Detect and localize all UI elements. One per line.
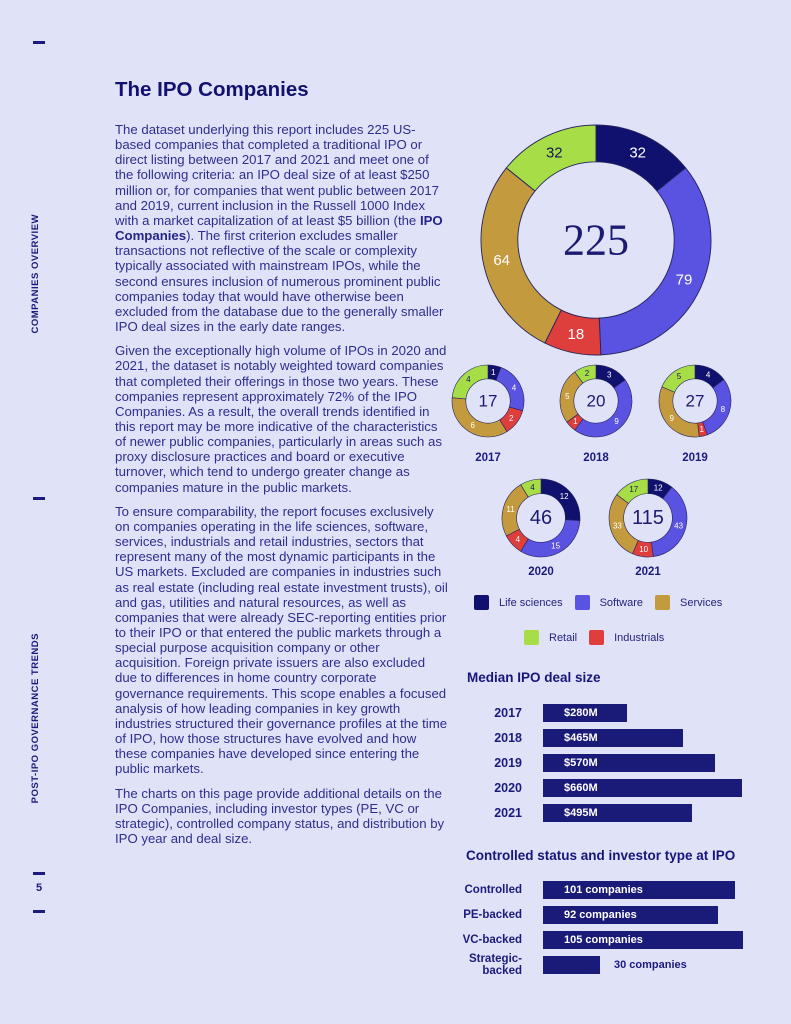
donut-caption-2020: 2020	[528, 566, 554, 578]
legend-item-services	[655, 595, 722, 610]
margin-tick-top	[33, 41, 45, 44]
paragraph-1	[115, 122, 449, 334]
legend-swatch-icon	[474, 595, 489, 610]
bar	[543, 804, 692, 822]
donut-segment-value: 4	[705, 370, 711, 380]
paragraph-1-text-cont: ). The first criterion excludes smaller transactions not reflective of the scale or complexity typically associated with mainstream IPOs, while the second ensures inclusion of numerous prominent public companies today that would have otherwise been excluded from the database due to the generally smaller IPO deal sizes in the early date ranges.	[115, 228, 444, 335]
bar-row-2020	[467, 779, 742, 797]
donut-segment-value: 11	[506, 505, 515, 514]
donut-center-value: 115	[632, 507, 664, 529]
donut-segment-value: 1	[699, 424, 704, 434]
bar-category-label: PE-backed	[463, 908, 522, 921]
legend-swatch-icon	[655, 595, 670, 610]
legend-item-software	[575, 595, 643, 610]
donut-center-value: 27	[685, 391, 705, 411]
sidebar-section-post-ipo-governance-trends: POST-IPO GOVERNANCE TRENDS	[30, 633, 41, 804]
bar-category-label: 2019	[494, 755, 522, 770]
donut-segment-value: 18	[567, 326, 585, 343]
bar-value-label: 101 companies	[564, 883, 643, 896]
bar-value-label: 105 companies	[564, 933, 643, 946]
donut-segment-value: 33	[612, 521, 622, 531]
bar-value-label: $465M	[564, 731, 598, 744]
donut-chart-2021	[608, 478, 688, 558]
page-number-tick-bottom	[33, 910, 45, 913]
controlled-status-chart	[437, 881, 743, 981]
donut-segment-software	[703, 380, 731, 435]
donut-segment-value: 12	[559, 491, 569, 501]
donut-chart-2020	[501, 478, 581, 558]
donut-segment-value: 1	[573, 417, 578, 427]
donut-segment-value: 79	[675, 271, 693, 289]
donut-segment-value: 32	[545, 144, 563, 162]
donut-segment-value: 4	[530, 483, 535, 492]
bar	[543, 906, 718, 924]
bar-row-controlled	[437, 881, 743, 899]
bar-category-label: 2021	[494, 805, 522, 820]
donut-segment-value: 9	[614, 417, 619, 427]
bar	[543, 754, 715, 772]
bar-value-label: $570M	[564, 756, 598, 769]
bar-category-label: VC-backed	[462, 933, 522, 946]
donut-center-value: 225	[563, 215, 629, 265]
donut-center-value: 17	[478, 391, 498, 411]
donut-chart-2019	[658, 364, 732, 438]
bar-row-2018	[467, 729, 742, 747]
donut-center-value: 20	[586, 391, 606, 411]
bar-category-label: 2020	[494, 780, 522, 795]
legend-label: Software	[599, 596, 644, 609]
bar-value-label: $495M	[564, 806, 598, 819]
donut-chart-total-companies	[480, 124, 712, 356]
bar-row-2021	[467, 804, 742, 822]
donut-caption-2017: 2017	[475, 452, 501, 464]
bar	[543, 779, 742, 797]
donut-segment-value: 10	[639, 544, 649, 554]
donut-caption-2021: 2021	[635, 566, 661, 578]
page-number: 5	[36, 882, 43, 894]
controlled-status-heading: Controlled status and investor type at IPO	[466, 848, 736, 863]
legend-swatch-icon	[589, 630, 604, 645]
donut-segment-value: 5	[565, 391, 570, 401]
donut-segment-value: 12	[653, 483, 663, 493]
donut-segment-value: 4	[515, 535, 521, 545]
bar-value-label: $280M	[564, 706, 598, 719]
donut-segment-value: 2	[508, 414, 514, 423]
legend-label: Retail	[549, 631, 578, 644]
bar	[543, 931, 743, 949]
industry-legend-row-1	[474, 595, 734, 610]
bar	[543, 729, 683, 747]
bar	[543, 704, 627, 722]
legend-item-industrials	[589, 630, 664, 645]
paragraph-3: To ensure comparability, the report focuses exclusively on companies operating in the life sciences, software, services, industrials and retail industries, sectors that represent many of the most dynamic participants in the US markets. Excluded are companies in industries such as real estate (including real estate investment trusts), oil and gas, utilities and natural resources, as well as companies that were already SEC-reporting entities prior to their IPO or that entered the public markets through a special purpose acquisition company or other acquisition. Foreign private issuers are also excluded due to differences in home country corporate governance requirements. This scope enables a focused analysis of how leading companies in key growth industries structured their governance profiles at the time of IPO, how those structures have evolved and how these companies have developed since entering the public markets.	[115, 503, 448, 777]
donut-segment-value: 3	[606, 370, 612, 380]
legend-label: Industrials	[614, 631, 665, 644]
donut-segment-value: 1	[491, 367, 496, 377]
donut-segment-value: 15	[551, 541, 561, 551]
ipo-companies-bold-term: IPO Companies	[115, 212, 443, 244]
donut-chart-2018	[559, 364, 633, 438]
median-deal-size-heading: Median IPO deal size	[467, 670, 601, 685]
page-title: The IPO Companies	[115, 78, 309, 101]
article-body	[115, 122, 449, 855]
donut-segment-services	[560, 372, 583, 422]
donut-segment-value: 17	[629, 485, 639, 495]
donut-segment-value: 8	[720, 404, 726, 414]
donut-segment-value: 9	[669, 413, 674, 423]
donut-segment-value: 43	[674, 521, 684, 531]
bar-category-label: 2018	[494, 730, 522, 745]
legend-item-life-sciences	[474, 595, 563, 610]
page-number-tick-top	[33, 872, 45, 875]
bar-value-label: $660M	[564, 781, 598, 794]
donut-segment-value: 5	[676, 372, 682, 382]
donut-segment-software	[496, 367, 524, 410]
donut-center-value: 46	[529, 507, 553, 529]
bar-category-label: 2017	[494, 705, 522, 720]
donut-caption-2019: 2019	[682, 452, 708, 464]
legend-swatch-icon	[575, 595, 590, 610]
donut-caption-2018: 2018	[583, 452, 609, 464]
bar-row-vc-backed	[437, 931, 743, 949]
bar-row-pe-backed	[437, 906, 743, 924]
bar-row-2017	[467, 704, 742, 722]
donut-segment-value: 32	[629, 144, 647, 162]
donut-segment-value: 4	[466, 375, 471, 384]
bar-row-strategic-backed	[437, 952, 743, 977]
sidebar-section-companies-overview: COMPANIES OVERVIEW	[30, 214, 41, 334]
bar-category-label: Controlled	[464, 883, 522, 896]
legend-item-retail	[524, 630, 577, 645]
legend-label: Life sciences	[499, 596, 563, 609]
donut-segment-value: 6	[470, 421, 475, 431]
paragraph-4: The charts on this page provide additional details on the IPO Companies, including investor types (PE, VC or strategic), controlled company status, and distribution by IPO year and deal size.	[115, 785, 445, 847]
paragraph-2: Given the exceptionally high volume of IPOs in 2020 and 2021, the dataset is notably weighted toward companies that completed their offerings in those two years. These companies represent approximately 72% of the IPO Companies. As a result, the overall trends identified in this report may be more indicative of the characteristics of newer public companies, particularly in areas such as proxy disclosure practices and board or executive turnover, which tend to undergo greater change as companies mature in the public markets.	[115, 343, 447, 495]
donut-segment-value: 4	[511, 383, 517, 393]
legend-label: Services	[680, 596, 723, 609]
industry-legend-row-2	[524, 630, 676, 645]
paragraph-1-text: The dataset underlying this report includes 225 US-based companies that completed a traditional IPO or direct listing between 2017 and 2021 and meet one of the following criteria: an IPO deal size of at least $250 million or, for companies that went public between 2017 and 2019, current inclusion in the Russell 1000 Index with a market capitalization of at least $5 billion (the	[115, 122, 440, 228]
legend-swatch-icon	[524, 630, 539, 645]
donut-segment-value: 2	[584, 368, 590, 378]
bar-value-label: 30 companies	[614, 958, 687, 971]
bar	[543, 881, 735, 899]
bar-category-label: Strategic-backed	[468, 952, 522, 977]
bar	[543, 956, 600, 974]
margin-tick-middle	[33, 497, 45, 500]
median-deal-size-chart	[467, 704, 742, 829]
bar-value-label: 92 companies	[564, 908, 637, 921]
donut-segment-value: 64	[493, 252, 511, 270]
bar-row-2019	[467, 754, 742, 772]
donut-chart-2017	[451, 364, 525, 438]
